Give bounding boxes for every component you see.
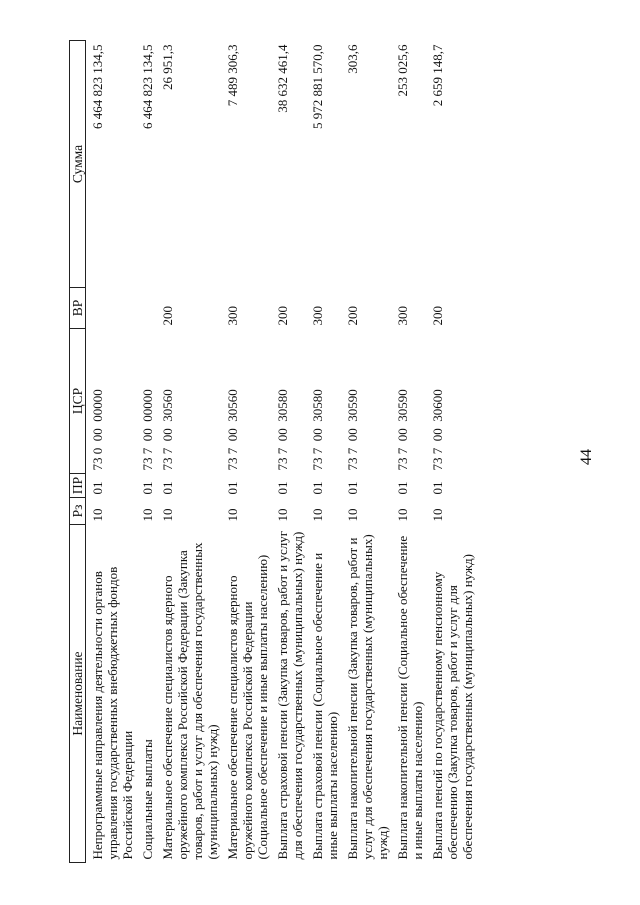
row-csr: 73 7 00 30600	[430, 389, 445, 471]
row-sum: 7 489 306,3	[225, 44, 240, 107]
row-vr: 300	[225, 306, 240, 326]
row-rz: 10	[395, 508, 410, 522]
header-pr: ПР	[70, 474, 86, 498]
row-sum: 6 464 823 134,5	[140, 44, 155, 129]
row-rz: 10	[430, 508, 445, 522]
row-rz: 10	[310, 508, 325, 522]
table-row	[427, 41, 477, 863]
row-rz: 10	[160, 508, 175, 522]
row-name: Социальные выплаты	[140, 739, 155, 860]
row-csr: 73 0 00 00000	[90, 389, 105, 471]
row-pr: 01	[275, 481, 290, 495]
row-name: Выплата страховой пенсии (Закупка товаров, работ и услуг для обеспечения государственных (муниципальных) нужд)	[275, 530, 305, 860]
budget-table	[69, 40, 477, 863]
row-vr: 300	[310, 306, 325, 326]
row-name: Выплата страховой пенсии (Социальное обеспечение и иные выплаты населению)	[310, 552, 340, 860]
row-vr: 200	[430, 306, 445, 326]
row-vr	[137, 288, 157, 329]
table-row	[86, 41, 138, 863]
table-row	[157, 41, 222, 863]
row-sum: 253 025,6	[395, 44, 410, 97]
row-pr: 01	[345, 481, 360, 495]
table-row	[272, 41, 307, 863]
header-rz: Рз	[70, 498, 86, 525]
header-vr: ВР	[70, 288, 86, 329]
row-csr: 73 7 00 00000	[140, 389, 155, 471]
row-sum: 303,6	[345, 44, 360, 74]
row-rz: 10	[140, 508, 155, 522]
row-sum: 2 659 148,7	[430, 44, 445, 107]
row-vr: 200	[160, 306, 175, 326]
row-sum: 5 972 881 570,0	[310, 44, 325, 129]
row-vr	[86, 288, 138, 329]
page-number: 44	[578, 449, 595, 465]
header-csr: ЦСР	[70, 329, 86, 474]
table-row	[342, 41, 392, 863]
table-header-row	[70, 41, 86, 863]
table-row	[392, 41, 427, 863]
row-vr: 200	[345, 306, 360, 326]
row-pr: 01	[140, 481, 155, 495]
table-row	[222, 41, 272, 863]
table-row	[137, 41, 157, 863]
row-pr: 01	[160, 481, 175, 495]
row-pr: 01	[310, 481, 325, 495]
row-sum: 38 632 461,4	[275, 44, 290, 113]
row-csr: 73 7 00 30580	[310, 389, 325, 471]
row-sum: 6 464 823 134,5	[90, 44, 105, 129]
row-name: Выплата пенсий по государственному пенсионному обеспечению (Закупка товаров, работ и услуг для обеспечения государственных (муниципальных) нужд)	[430, 554, 475, 860]
row-pr: 01	[395, 481, 410, 495]
row-csr: 73 7 00 30560	[160, 389, 175, 471]
row-name: Выплата накопительной пенсии (Социальное обеспечение и иные выплаты населению)	[395, 535, 425, 860]
table-row	[307, 41, 342, 863]
row-rz: 10	[275, 508, 290, 522]
row-name: Материальное обеспечение специалистов ядерного оружейного комплекса Российской Федерации (Социальное обеспечение и иные выплаты населению)	[225, 554, 270, 860]
row-rz: 10	[225, 508, 240, 522]
row-pr: 01	[225, 481, 240, 495]
row-name: Выплата накопительной пенсии (Закупка товаров, работ и услуг для обеспечения государственных (муниципальных) нужд)	[345, 534, 390, 860]
row-pr: 01	[90, 481, 105, 495]
row-rz: 10	[90, 508, 105, 522]
row-csr: 73 7 00 30590	[395, 389, 410, 471]
header-name: Наименование	[70, 525, 86, 863]
row-sum: 26 951,3	[160, 44, 175, 90]
row-csr: 73 7 00 30580	[275, 389, 290, 471]
row-pr: 01	[430, 481, 445, 495]
row-rz: 10	[345, 508, 360, 522]
row-name: Непрограммные направления деятельности органов управления государственных внебюджетных фондов Российской Федерации	[90, 566, 135, 860]
row-csr: 73 7 00 30560	[225, 389, 240, 471]
row-name: Материальное обеспечение специалистов ядерного оружейного комплекса Российской Федерации (Закупка товаров, работ и услуг для обеспечения государственных (муниципальных) нужд)	[160, 542, 220, 860]
row-vr: 200	[275, 306, 290, 326]
header-sum: Сумма	[70, 41, 86, 288]
row-vr: 300	[395, 306, 410, 326]
row-csr: 73 7 00 30590	[345, 389, 360, 471]
